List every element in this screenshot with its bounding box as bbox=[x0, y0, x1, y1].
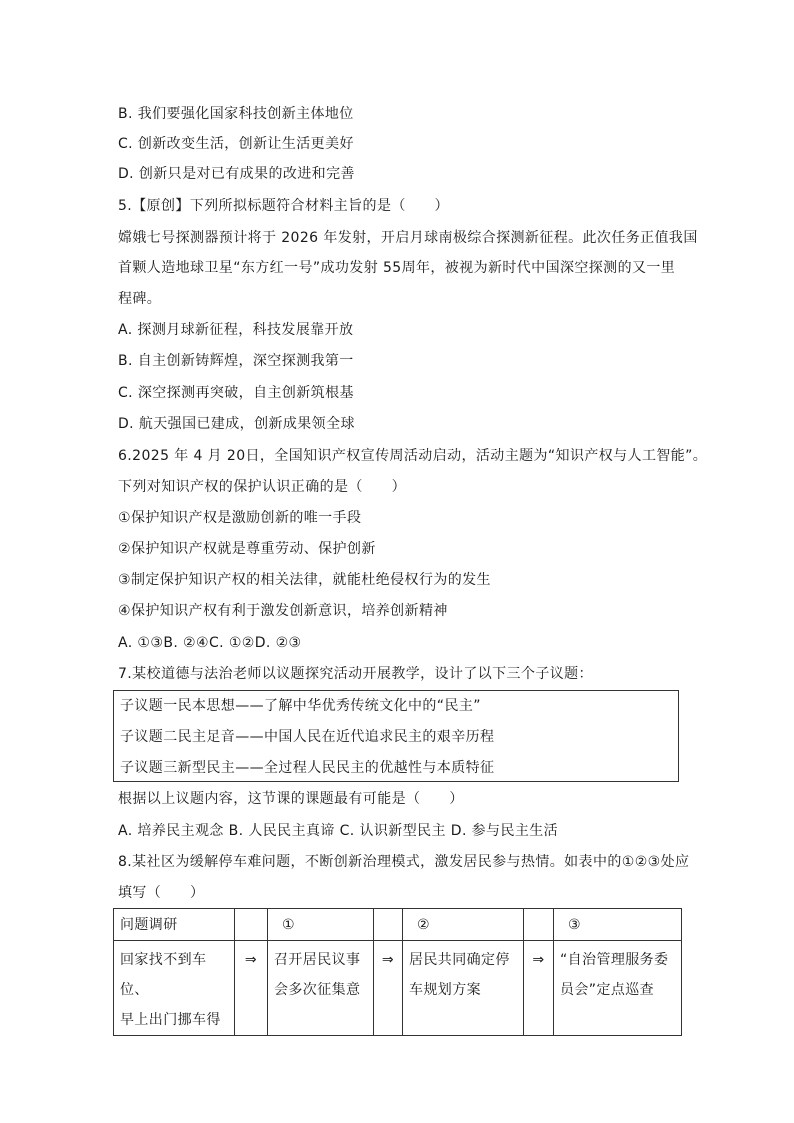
cell-line: 员会”定点巡查 bbox=[560, 982, 655, 998]
q7-options: A. 培养民主观念 B. 人民民主真谛 C. 认识新型民主 D. 参与民主生活 bbox=[118, 823, 559, 839]
q5-option-a: A. 探测月球新征程，科技发展靠开放 bbox=[118, 322, 354, 338]
q5-material-line: 嫦娥七号探测器预计将于 2026 年发射，开启月球南极综合探测新征程。此次任务正值我国 bbox=[118, 230, 698, 246]
q8-stem-line: 填写（ ） bbox=[118, 885, 205, 901]
q6-stem-line: 6.2025 年 4 月 20日，全国知识产权宣传周活动启动，活动主题为“知识产权与人工智能”。 bbox=[118, 448, 708, 464]
blank-3-cell: ③ bbox=[554, 909, 682, 941]
q6-item: ①保护知识产权是激励创新的唯一手段 bbox=[118, 510, 362, 526]
blank-1-cell: ① bbox=[268, 909, 374, 941]
q7-subtopic: 子议题二民主足音——中国人民在近代追求民主的艰辛历程 bbox=[120, 729, 495, 745]
table-cell bbox=[374, 909, 403, 941]
table-cell: 问题调研 bbox=[114, 909, 235, 941]
q8-stem-line: 8.某社区为缓解停车难问题，不断创新治理模式，激发居民参与热情。如表中的①②③处应 bbox=[118, 854, 690, 870]
q4-option-d: D. 创新只是对已有成果的改进和完善 bbox=[118, 166, 355, 182]
table-header-row bbox=[114, 909, 682, 941]
table-cell bbox=[268, 941, 374, 1036]
cell-line: 车规划方案 bbox=[409, 982, 481, 998]
q7-subtopic: 子议题三新型民主——全过程人民民主的优越性与本质特征 bbox=[120, 760, 495, 776]
q5-material-line: 程碑。 bbox=[118, 291, 162, 307]
table-cell bbox=[235, 909, 268, 941]
cell-line: 居民共同确定停 bbox=[409, 952, 510, 968]
q5-material-line: 首颗人造地球卫星“东方红一号”成功发射 55周年，被视为新时代中国深空探测的又一里 bbox=[118, 260, 676, 276]
q5-option-c: C. 深空探测再突破，自主创新筑根基 bbox=[118, 385, 354, 401]
q6-stem-line: 下列对知识产权的保护认识正确的是（ ） bbox=[118, 479, 406, 495]
table-cell bbox=[554, 941, 682, 1036]
cell-line: 会多次征集意 bbox=[274, 982, 361, 998]
blank-2-cell: ② bbox=[403, 909, 524, 941]
arrow-icon: ⇒ bbox=[374, 941, 403, 1036]
cell-line: 召开居民议事 bbox=[274, 952, 361, 968]
q7-subtopic: 子议题一民本思想——了解中华优秀传统文化中的“民主” bbox=[120, 698, 481, 714]
arrow-icon: ⇒ bbox=[524, 941, 554, 1036]
q6-item: ④保护知识产权有利于激发创新意识，培养创新精神 bbox=[118, 603, 448, 619]
table-row bbox=[114, 941, 682, 1036]
q4-option-c: C. 创新改变生活，创新让生活更美好 bbox=[118, 136, 354, 152]
cell-line: 回家找不到车位、 bbox=[120, 952, 207, 998]
table-cell bbox=[114, 941, 235, 1036]
q7-question: 根据以上议题内容，这节课的课题最有可能是（ ） bbox=[118, 791, 464, 807]
q8-process-table bbox=[113, 908, 682, 1036]
table-cell bbox=[403, 941, 524, 1036]
cell-line: 早上出门挪车得 bbox=[120, 1012, 221, 1028]
table-cell bbox=[524, 909, 554, 941]
q6-item: ②保护知识产权就是尊重劳动、保护创新 bbox=[118, 541, 376, 557]
q4-option-b: B. 我们要强化国家科技创新主体地位 bbox=[118, 106, 354, 122]
q6-options: A. ①③B. ②④C. ①②D. ②③ bbox=[118, 635, 302, 651]
q7-subtopic-box bbox=[113, 690, 679, 782]
arrow-icon: ⇒ bbox=[235, 941, 268, 1036]
q5-option-d: D. 航天强国已建成，创新成果领全球 bbox=[118, 416, 355, 432]
q5-option-b: B. 自主创新铸辉煌，深空探测我第一 bbox=[118, 353, 354, 369]
q6-item: ③制定保护知识产权的相关法律，就能杜绝侵权行为的发生 bbox=[118, 572, 491, 588]
cell-line: “自治管理服务委 bbox=[560, 952, 669, 968]
q7-stem: 7.某校道德与法治老师以议题探究活动开展教学，设计了以下三个子议题： bbox=[118, 666, 593, 682]
q5-stem: 5.【原创】下列所拟标题符合材料主旨的是（ ） bbox=[118, 198, 449, 214]
